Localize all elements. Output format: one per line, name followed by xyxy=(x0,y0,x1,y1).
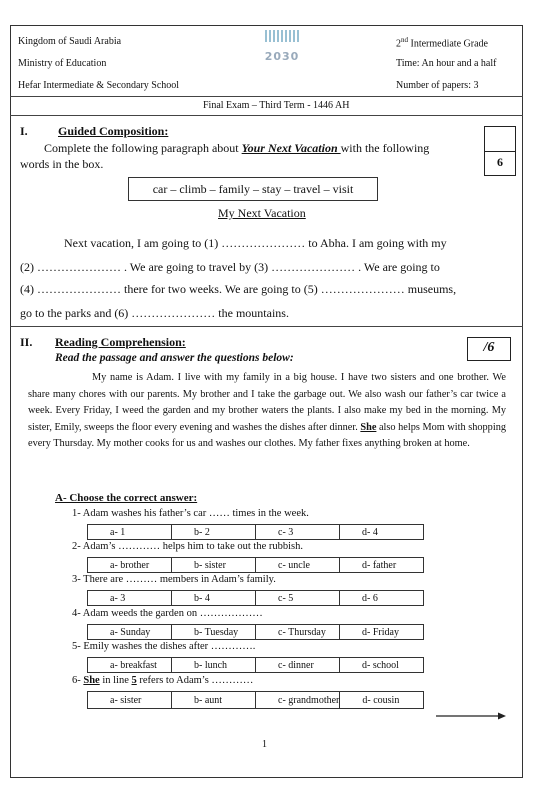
part-a-heading: A- Choose the correct answer: xyxy=(55,492,198,504)
header-papers: Number of papers: 3 xyxy=(396,80,479,91)
question-3-options xyxy=(87,590,424,606)
section1-title: Guided Composition: xyxy=(58,124,169,138)
paragraph-title: My Next Vacation xyxy=(218,206,306,220)
q6-option-d[interactable]: d- cousin xyxy=(340,692,424,709)
question-6-options xyxy=(87,691,424,709)
q4-option-c[interactable]: c- Thursday xyxy=(256,625,340,640)
word-box: car – climb – family – stay – travel – visit xyxy=(128,177,378,201)
section2-instruction: Read the passage and answer the questions below: xyxy=(55,352,294,364)
section1-score-box xyxy=(484,126,516,176)
header-kingdom: Kingdom of Saudi Arabia xyxy=(18,36,122,47)
section1-instruction-line2: words in the box. xyxy=(20,157,104,171)
question-3: 3- There are ……… members in Adam’s family. xyxy=(72,574,276,585)
q6-option-a[interactable]: a- sister xyxy=(88,692,172,709)
paragraph-line-1: Next vacation, I am going to (1) ………………… to Abha. I am going with my xyxy=(64,236,447,250)
question-1-options xyxy=(87,524,424,540)
question-4-options xyxy=(87,624,424,640)
question-5-options xyxy=(87,657,424,673)
q5-option-b[interactable]: b- lunch xyxy=(172,658,256,673)
q2-option-c[interactable]: c- uncle xyxy=(256,558,340,573)
question-2-options xyxy=(87,557,424,573)
page-number: 1 xyxy=(262,739,267,750)
header-divider xyxy=(10,96,523,97)
question-4: 4- Adam weeds the garden on ……………… xyxy=(72,608,263,619)
q2-option-a[interactable]: a- brother xyxy=(88,558,172,573)
q4-option-d[interactable]: d- Friday xyxy=(340,625,424,640)
question-5: 5- Emily washes the dishes after …………. xyxy=(72,641,256,652)
q2-option-b[interactable]: b- sister xyxy=(172,558,256,573)
q5-option-d[interactable]: d- school xyxy=(340,658,424,673)
q6-option-c[interactable]: c- grandmother xyxy=(256,692,340,709)
q6-option-b[interactable]: b- aunt xyxy=(172,692,256,709)
q1-option-d[interactable]: d- 4 xyxy=(340,525,424,540)
section1-instruction: Complete the following paragraph about Your Next Vacation with the following xyxy=(44,141,430,155)
q5-option-a[interactable]: a- breakfast xyxy=(88,658,172,673)
paragraph-line-4: go to the parks and (6) ………………… the mountains. xyxy=(20,306,289,320)
section2-title: Reading Comprehension: xyxy=(55,335,186,349)
q1-option-a[interactable]: a- 1 xyxy=(88,525,172,540)
q3-option-d[interactable]: d- 6 xyxy=(340,591,424,606)
section1-number: I. xyxy=(20,124,28,138)
q2-option-d[interactable]: d- father xyxy=(340,558,424,573)
q5-option-c[interactable]: c- dinner xyxy=(256,658,340,673)
q1-option-c[interactable]: c- 3 xyxy=(256,525,340,540)
question-6: 6- She in line 5 refers to Adam’s ………… xyxy=(72,675,254,686)
question-1: 1- Adam washes his father’s car …… times in the week. xyxy=(72,508,309,519)
title-divider xyxy=(10,115,523,116)
section-divider xyxy=(10,326,523,327)
reading-passage: My name is Adam. I live with my family in a big house. I have two sisters and one brother. We share many chores with our parents. My brother and I take the garbage out. We also wash our father’s car twice a week. Every Friday, I weed the garden and my brother waters the plants. I also make my bed in the morning. My sister, Emily, sweeps the floor every evening and washes the dishes after dinner. She also helps Mom with shopping every Thursday. My mother cooks for us and washes our clothes. My father fixes anything broken at home. xyxy=(28,372,506,450)
header-school: Hefar Intermediate & Secondary School xyxy=(18,80,180,91)
q4-option-b[interactable]: b- Tuesday xyxy=(172,625,256,640)
paragraph-line-2: (2) ………………… . We are going to travel by (3) ………………… . We are going to xyxy=(20,260,440,274)
header-ministry: Ministry of Education xyxy=(18,58,107,69)
header-grade: 2nd Intermediate Grade xyxy=(396,36,488,50)
q3-option-c[interactable]: c- 5 xyxy=(256,591,340,606)
q4-option-a[interactable]: a- Sunday xyxy=(88,625,172,640)
header-time: Time: An hour and a half xyxy=(396,58,497,69)
paragraph-line-3: (4) ………………… there for two weeks. We are going to (5) ………………… museums, xyxy=(20,282,457,296)
section2-score-box xyxy=(467,337,511,361)
q3-option-a[interactable]: a- 3 xyxy=(88,591,172,606)
vision-2030-logo: 2030 xyxy=(258,30,306,72)
exam-title: Final Exam – Third Term - 1446 AH xyxy=(203,100,350,111)
section2-number: II. xyxy=(20,335,33,349)
section1-score: 6 xyxy=(497,155,503,169)
question-2: 2- Adam’s ………… helps him to take out the rubbish. xyxy=(72,541,303,552)
q1-option-b[interactable]: b- 2 xyxy=(172,525,256,540)
q3-option-b[interactable]: b- 4 xyxy=(172,591,256,606)
section2-score: /6 xyxy=(483,340,495,355)
next-page-arrow-icon xyxy=(436,712,506,720)
